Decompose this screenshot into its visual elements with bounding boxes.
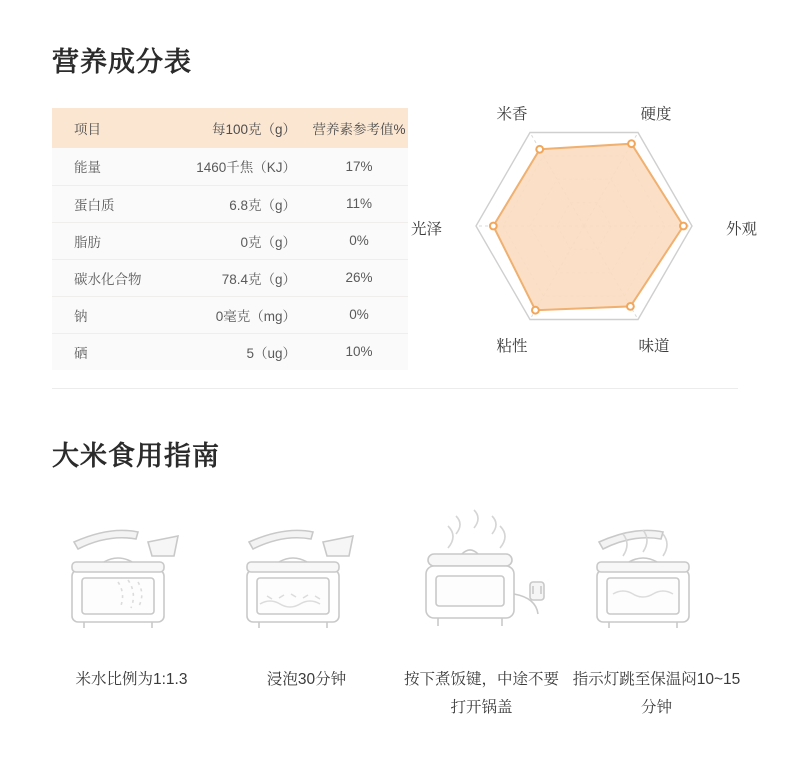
rice-cooker-pour-water-icon — [52, 508, 212, 648]
header-nrv: 营养素参考值% — [312, 122, 406, 137]
table-row — [52, 259, 408, 296]
section-divider — [52, 388, 738, 389]
cell-amount: 1460千焦（KJ） — [170, 148, 310, 185]
cell-item: 能量 — [52, 148, 170, 185]
table-header-row — [52, 108, 408, 148]
cell-nrv: 11% — [310, 185, 408, 222]
cell-item: 硒 — [74, 345, 88, 361]
guide-step-4 — [569, 508, 744, 722]
table-row — [52, 222, 408, 259]
table-row — [52, 148, 408, 185]
cell-item: 钠 — [52, 296, 170, 333]
rice-cooker-soak-icon — [227, 508, 387, 648]
radar-label-4: 粘性 — [496, 337, 528, 355]
nutrition-table-head — [52, 108, 408, 148]
guide-section-title: 大米食用指南 — [52, 441, 220, 471]
cell-nrv: 10% — [345, 344, 373, 360]
cell-item: 脂肪 — [52, 222, 170, 259]
cell-nrv: 26% — [310, 259, 408, 296]
radar-label-1: 硬度 — [640, 106, 672, 124]
rice-cooker-keepwarm-icon — [577, 508, 737, 648]
cell-amount: 5（ug） — [246, 345, 296, 361]
cell-nrv: 0% — [310, 222, 408, 259]
sensory-radar-chart — [410, 92, 758, 360]
guide-caption-1: 米水比例为1:1.3 — [75, 671, 188, 688]
table-row — [52, 296, 408, 333]
radar-label-0: 米香 — [496, 106, 528, 124]
nutrition-section-title: 营养成分表 — [52, 47, 192, 77]
guide-caption-3: 按下煮饭键，中途不要打开锅盖 — [403, 671, 559, 716]
cell-item: 蛋白质 — [52, 185, 170, 222]
cell-amount: 0克（g） — [170, 222, 310, 259]
usage-guide-row — [44, 508, 746, 722]
nutrition-table-body — [52, 148, 408, 370]
guide-step-1 — [44, 508, 219, 694]
radar-label-3: 味道 — [638, 337, 670, 355]
nutrition-table — [52, 108, 408, 370]
cell-amount: 0毫克（mg） — [170, 296, 310, 333]
guide-caption-4: 指示灯跳至保温闷10~15分钟 — [572, 671, 741, 716]
cell-item: 碳水化合物 — [52, 259, 170, 296]
header-item: 项目 — [74, 122, 101, 137]
cell-nrv: 0% — [310, 296, 408, 333]
header-amount: 每100克（g） — [211, 122, 296, 137]
radar-label-2: 外观 — [726, 221, 758, 238]
rice-cooker-steam-icon — [402, 508, 562, 648]
guide-step-2 — [219, 508, 394, 694]
table-row — [52, 185, 408, 222]
cell-amount: 78.4克（g） — [170, 259, 310, 296]
radar-label-5: 光泽 — [410, 221, 442, 238]
table-row — [52, 333, 408, 370]
radar-chart-svg — [424, 92, 744, 360]
guide-caption-2: 浸泡30分钟 — [266, 671, 347, 688]
guide-step-3 — [394, 508, 569, 722]
cell-nrv: 17% — [310, 148, 408, 185]
cell-amount: 6.8克（g） — [170, 185, 310, 222]
